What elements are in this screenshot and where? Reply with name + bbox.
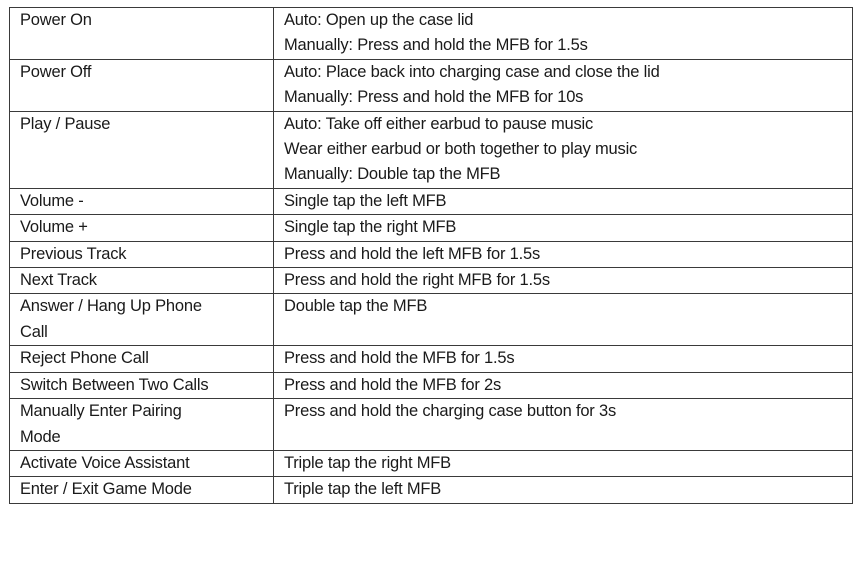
action-line: Single tap the left MFB <box>284 191 447 210</box>
table-row <box>10 399 853 451</box>
function-cell <box>10 346 274 372</box>
function-label-line: Answer / Hang Up Phone <box>20 297 202 316</box>
action-cell <box>274 399 853 451</box>
function-label: Reject Phone Call <box>20 349 149 368</box>
controls-table-body <box>10 8 853 504</box>
function-cell <box>10 59 274 111</box>
function-label: Enter / Exit Game Mode <box>20 480 192 499</box>
function-cell <box>10 450 274 476</box>
action-cell <box>274 8 853 60</box>
function-cell <box>10 372 274 398</box>
action-line: Press and hold the right MFB for 1.5s <box>284 271 550 290</box>
action-cell <box>274 346 853 372</box>
action-cell <box>274 372 853 398</box>
action-line: Manually: Press and hold the MFB for 1.5s <box>284 36 588 55</box>
function-label: Previous Track <box>20 244 127 263</box>
action-cell <box>274 111 853 188</box>
action-line: Auto: Place back into charging case and close the lid <box>284 62 660 81</box>
action-cell <box>274 450 853 476</box>
function-cell <box>10 111 274 188</box>
action-line: Triple tap the right MFB <box>284 453 451 472</box>
action-line: Triple tap the left MFB <box>284 480 442 499</box>
function-label: Power On <box>20 11 92 29</box>
function-label: Volume + <box>20 218 88 237</box>
action-cell <box>274 477 853 503</box>
table-row <box>10 111 853 188</box>
table-row <box>10 188 853 214</box>
table-row <box>10 450 853 476</box>
action-line: Wear either earbud or both together to play music <box>284 140 638 159</box>
function-label: Power Off <box>20 62 92 81</box>
function-cell <box>10 477 274 503</box>
controls-table <box>9 7 853 504</box>
function-label: Switch Between Two Calls <box>20 375 209 394</box>
table-row <box>10 294 853 346</box>
table-row <box>10 268 853 294</box>
function-cell <box>10 8 274 60</box>
action-cell <box>274 215 853 241</box>
table-row <box>10 8 853 60</box>
action-line: Manually: Press and hold the MFB for 10s <box>284 88 584 107</box>
action-cell <box>274 188 853 214</box>
function-cell <box>10 215 274 241</box>
action-cell <box>274 59 853 111</box>
function-label-line: Manually Enter Pairing <box>20 402 182 421</box>
function-label: Volume - <box>20 191 84 210</box>
table-row <box>10 346 853 372</box>
action-line: Auto: Take off either earbud to pause music <box>284 114 594 133</box>
action-line: Press and hold the MFB for 1.5s <box>284 349 515 368</box>
action-line: Manually: Double tap the MFB <box>284 165 501 184</box>
function-label-line: Call <box>20 322 48 341</box>
table-row <box>10 477 853 503</box>
table-row <box>10 372 853 398</box>
action-cell <box>274 241 853 267</box>
action-line: Press and hold the left MFB for 1.5s <box>284 244 541 263</box>
function-cell <box>10 268 274 294</box>
function-label: Next Track <box>20 271 97 290</box>
function-cell <box>10 241 274 267</box>
function-label: Play / Pause <box>20 114 111 133</box>
action-line: Press and hold the charging case button for 3s <box>284 402 617 421</box>
table-row <box>10 215 853 241</box>
function-label: Activate Voice Assistant <box>20 453 190 472</box>
function-cell <box>10 294 274 346</box>
table-row <box>10 59 853 111</box>
function-cell <box>10 399 274 451</box>
action-line: Auto: Open up the case lid <box>284 11 474 29</box>
action-cell <box>274 294 853 346</box>
action-line: Double tap the MFB <box>284 297 428 316</box>
action-line: Press and hold the MFB for 2s <box>284 375 502 394</box>
table-row <box>10 241 853 267</box>
action-cell <box>274 268 853 294</box>
function-label-line: Mode <box>20 427 61 446</box>
action-line: Single tap the right MFB <box>284 218 457 237</box>
function-cell <box>10 188 274 214</box>
